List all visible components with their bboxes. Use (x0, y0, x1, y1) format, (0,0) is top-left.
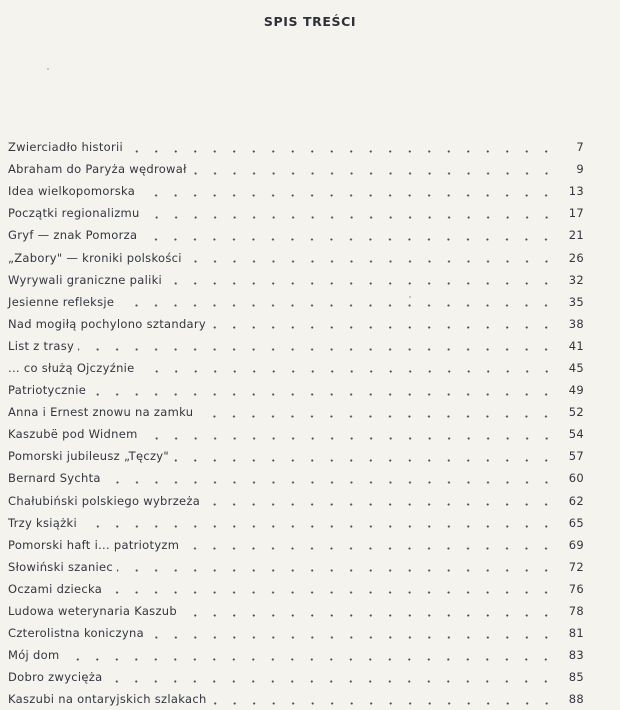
toc-entry-page-number: 26 (562, 251, 584, 265)
toc-entry (8, 622, 584, 644)
toc-entry-page-number: 78 (562, 604, 584, 618)
dot-leader (183, 547, 556, 550)
paper-speck (409, 296, 411, 298)
toc-entry-page-number: 13 (562, 184, 584, 198)
toc-entry (8, 688, 584, 710)
toc-entry-title: Początki regionalizmu (8, 206, 144, 220)
dot-leader (106, 591, 556, 594)
dot-leader (118, 304, 556, 307)
toc-entry-title: Oczami dziecka (8, 582, 106, 596)
toc-entry-page-number: 69 (562, 538, 584, 552)
toc-entry-title: Ludowa weterynaria Kaszub (8, 604, 181, 618)
toc-entry (8, 158, 584, 180)
dot-leader (139, 370, 556, 373)
dot-leader (144, 216, 556, 219)
toc-entry-title: Idea wielkopomorska (8, 184, 139, 198)
toc-entry (8, 357, 584, 379)
dot-leader (186, 260, 556, 263)
toc-entry (8, 379, 584, 401)
toc-entry (8, 512, 584, 534)
dot-leader (181, 614, 556, 617)
table-of-contents (8, 136, 584, 710)
toc-entry (8, 401, 584, 423)
toc-entry-title: Jesienne refleksje (8, 295, 118, 309)
toc-entry-page-number: 41 (562, 339, 584, 353)
dot-leader (191, 172, 556, 175)
paper-speck (47, 68, 49, 70)
toc-entry (8, 644, 584, 666)
toc-entry-page-number: 60 (562, 471, 584, 485)
toc-entry-title: Mój dom (8, 648, 63, 662)
toc-entry (8, 313, 584, 335)
dot-leader (204, 503, 556, 506)
toc-entry (8, 202, 584, 224)
toc-entry-title: Pomorski jubileusz „Tęczy" (8, 449, 173, 463)
toc-entry-page-number: 88 (562, 692, 584, 706)
dot-leader (211, 702, 556, 705)
toc-entry (8, 490, 584, 512)
toc-entry-title: Trzy książki (8, 516, 81, 530)
toc-entry-page-number: 85 (562, 670, 584, 684)
dot-leader (166, 282, 556, 285)
toc-entry-title: Bernard Sychta (8, 471, 105, 485)
toc-entry-page-number: 83 (562, 648, 584, 662)
toc-entry (8, 578, 584, 600)
toc-entry-page-number: 35 (562, 295, 584, 309)
dot-leader (105, 481, 556, 484)
toc-entry-page-number: 81 (562, 626, 584, 640)
toc-entry-title: Gryf — znak Pomorza (8, 228, 141, 242)
toc-entry-page-number: 54 (562, 427, 584, 441)
toc-entry (8, 180, 584, 202)
dot-leader (141, 238, 556, 241)
toc-entry (8, 224, 584, 246)
toc-entry (8, 136, 584, 158)
dot-leader (210, 326, 556, 329)
toc-entry (8, 666, 584, 688)
toc-entry-title: Kaszubi na ontaryjskich szlakach (8, 692, 211, 706)
dot-leader (127, 150, 556, 153)
toc-entry (8, 534, 584, 556)
toc-entry (8, 600, 584, 622)
toc-entry-page-number: 57 (562, 449, 584, 463)
toc-entry (8, 269, 584, 291)
dot-leader (117, 569, 556, 572)
toc-entry-page-number: 7 (562, 140, 584, 154)
toc-entry-title: „Zabory" — kroniki polskości (8, 251, 186, 265)
toc-entry-page-number: 45 (562, 361, 584, 375)
toc-entry (8, 445, 584, 467)
toc-entry-page-number: 76 (562, 582, 584, 596)
toc-entry-title: Pomorski haft i... patriotyzm (8, 538, 183, 552)
toc-entry-title: Chałubiński polskiego wybrzeża (8, 494, 204, 508)
toc-entry-page-number: 9 (562, 162, 584, 176)
toc-entry-title: ... co służą Ojczyźnie (8, 361, 139, 375)
toc-entry-title: Nad mogiłą pochylono sztandary (8, 317, 210, 331)
toc-entry-title: List z trasy (8, 339, 78, 353)
dot-leader (197, 415, 556, 418)
toc-entry-page-number: 62 (562, 494, 584, 508)
toc-entry-page-number: 72 (562, 560, 584, 574)
dot-leader (142, 437, 556, 440)
page-title: SPIS TREŚCI (263, 14, 357, 29)
toc-entry-page-number: 49 (562, 383, 584, 397)
dot-leader (148, 636, 556, 639)
toc-entry (8, 335, 584, 357)
dot-leader (78, 348, 556, 351)
dot-leader (81, 525, 556, 528)
toc-entry-title: Anna i Ernest znowu na zamku (8, 405, 197, 419)
toc-entry-page-number: 17 (562, 206, 584, 220)
toc-entry-page-number: 52 (562, 405, 584, 419)
toc-entry (8, 423, 584, 445)
toc-entry-page-number: 32 (562, 273, 584, 287)
toc-entry (8, 556, 584, 578)
toc-entry (8, 246, 584, 268)
toc-entry-page-number: 65 (562, 516, 584, 530)
toc-entry-title: Słowiński szaniec (8, 560, 117, 574)
toc-entry-title: Abraham do Paryża wędrował (8, 162, 191, 176)
toc-entry-title: Patriotycznie (8, 383, 90, 397)
toc-entry-page-number: 21 (562, 228, 584, 242)
dot-leader (139, 194, 556, 197)
toc-entry-title: Dobro zwycięża (8, 670, 106, 684)
dot-leader (63, 658, 556, 661)
toc-entry-title: Kaszubë pod Widnem (8, 427, 142, 441)
dot-leader (173, 459, 556, 462)
dot-leader (90, 393, 556, 396)
toc-entry (8, 467, 584, 489)
toc-entry-title: Wyrywali graniczne paliki (8, 273, 166, 287)
toc-entry-title: Zwierciadło historii (8, 140, 127, 154)
dot-leader (106, 680, 556, 683)
toc-entry-title: Czterolistna koniczyna (8, 626, 148, 640)
toc-entry-page-number: 38 (562, 317, 584, 331)
toc-entry (8, 291, 584, 313)
